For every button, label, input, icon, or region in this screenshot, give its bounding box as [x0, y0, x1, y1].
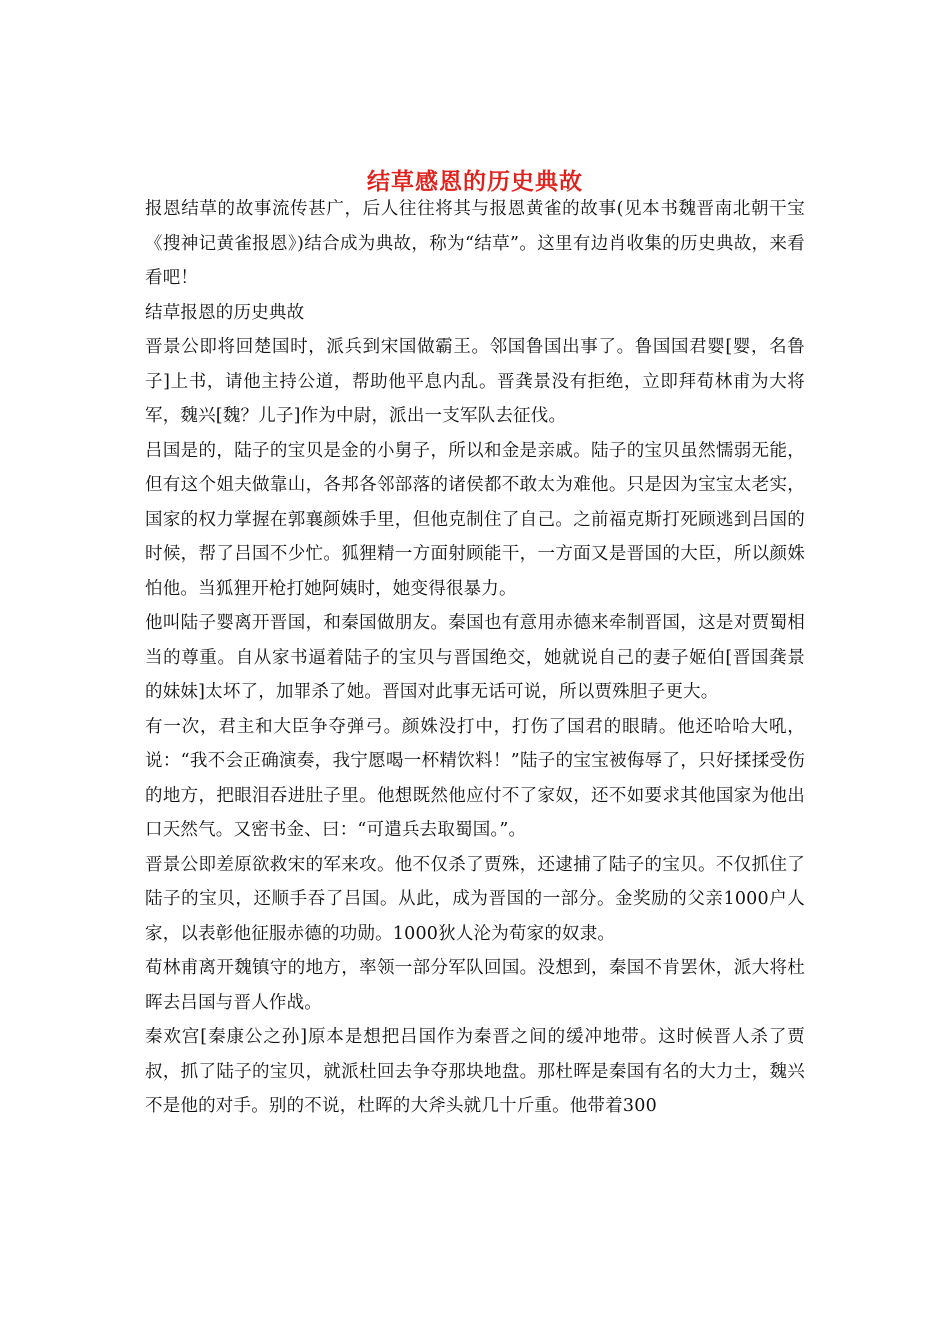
paragraph: 他叫陆子婴离开晋国，和秦国做朋友。秦国也有意用赤德来牵制晋国，这是对贾蜀相当的尊重。自从家书逼着陆子的宝贝与晋国绝交，她就说自己的妻子姬伯[晋国龚景的妹妹]太坏了，加罪杀了她。晋国对此事无话可说，所以贾殊胆子更大。 — [145, 613, 805, 702]
paragraph-intro: 报恩结草的故事流传甚广，后人往往将其与报恩黄雀的故事(见本书魏晋南北朝干宝《搜神记黄雀报恩》)结合成为典故，称为“结草”。这里有边肖收集的历史典故，来看看吧！ — [145, 199, 805, 288]
paragraph: 晋景公即将回楚国时，派兵到宋国做霸王。邻国鲁国出事了。鲁国国君婴[婴，名鲁子]上书，请他主持公道，帮助他平息内乱。晋龚景没有拒绝，立即拜荀林甫为大将军，魏兴[魏？儿子]作为中尉，派出一支军队去征伐。 — [145, 337, 805, 426]
section-heading: 结草报恩的历史典故 — [145, 302, 305, 323]
paragraph: 荀林甫离开魏镇守的地方，率领一部分军队回国。没想到，秦国不肯罢休，派大将杜晖去吕国与晋人作战。 — [145, 958, 805, 1013]
paragraph: 秦欢宫[秦康公之孙]原本是想把吕国作为秦晋之间的缓冲地带。这时候晋人杀了贾叔，抓了陆子的宝贝，就派杜回去争夺那块地盘。那杜晖是秦国有名的大力士，魏兴不是他的对手。别的不说，杜晖的大斧头就几十斤重。他带着300 — [145, 1027, 805, 1116]
paragraph: 有一次，君主和大臣争夺弹弓。颜姝没打中，打伤了国君的眼睛。他还哈哈大吼，说：“我不会正确演奏，我宁愿喝一杯精饮料！”陆子的宝宝被侮辱了，只好揉揉受伤的地方，把眼泪吞进肚子里。他想既然他应付不了家奴，还不如要求其他国家为他出口天然气。又密书金、曰：“可遣兵去取蜀国。”。 — [145, 716, 805, 840]
paragraph: 吕国是的，陆子的宝贝是金的小舅子，所以和金是亲戚。陆子的宝贝虽然懦弱无能，但有这个姐夫做靠山，各邦各邻部落的诸侯都不敢太为难他。只是因为宝宝太老实，国家的权力掌握在郭襄颜姝手里，但他克制住了自己。之前福克斯打死顾逃到吕国的时候，帮了吕国不少忙。狐狸精一方面射顾能干，一方面又是晋国的大臣，所以颜姝怕他。当狐狸开枪打她阿姨时，她变得很暴力。 — [145, 440, 805, 599]
document-title: 结草感恩的历史典故 — [367, 168, 583, 196]
document-body — [145, 192, 805, 1124]
paragraph: 晋景公即差原欲救宋的军来攻。他不仅杀了贾殊，还逮捕了陆子的宝贝。不仅抓住了陆子的宝贝，还顺手吞了吕国。从此，成为晋国的一部分。金奖励的父亲1000户人家，以表彰他征服赤德的功勋。1000狄人沦为荀家的奴隶。 — [145, 854, 805, 944]
